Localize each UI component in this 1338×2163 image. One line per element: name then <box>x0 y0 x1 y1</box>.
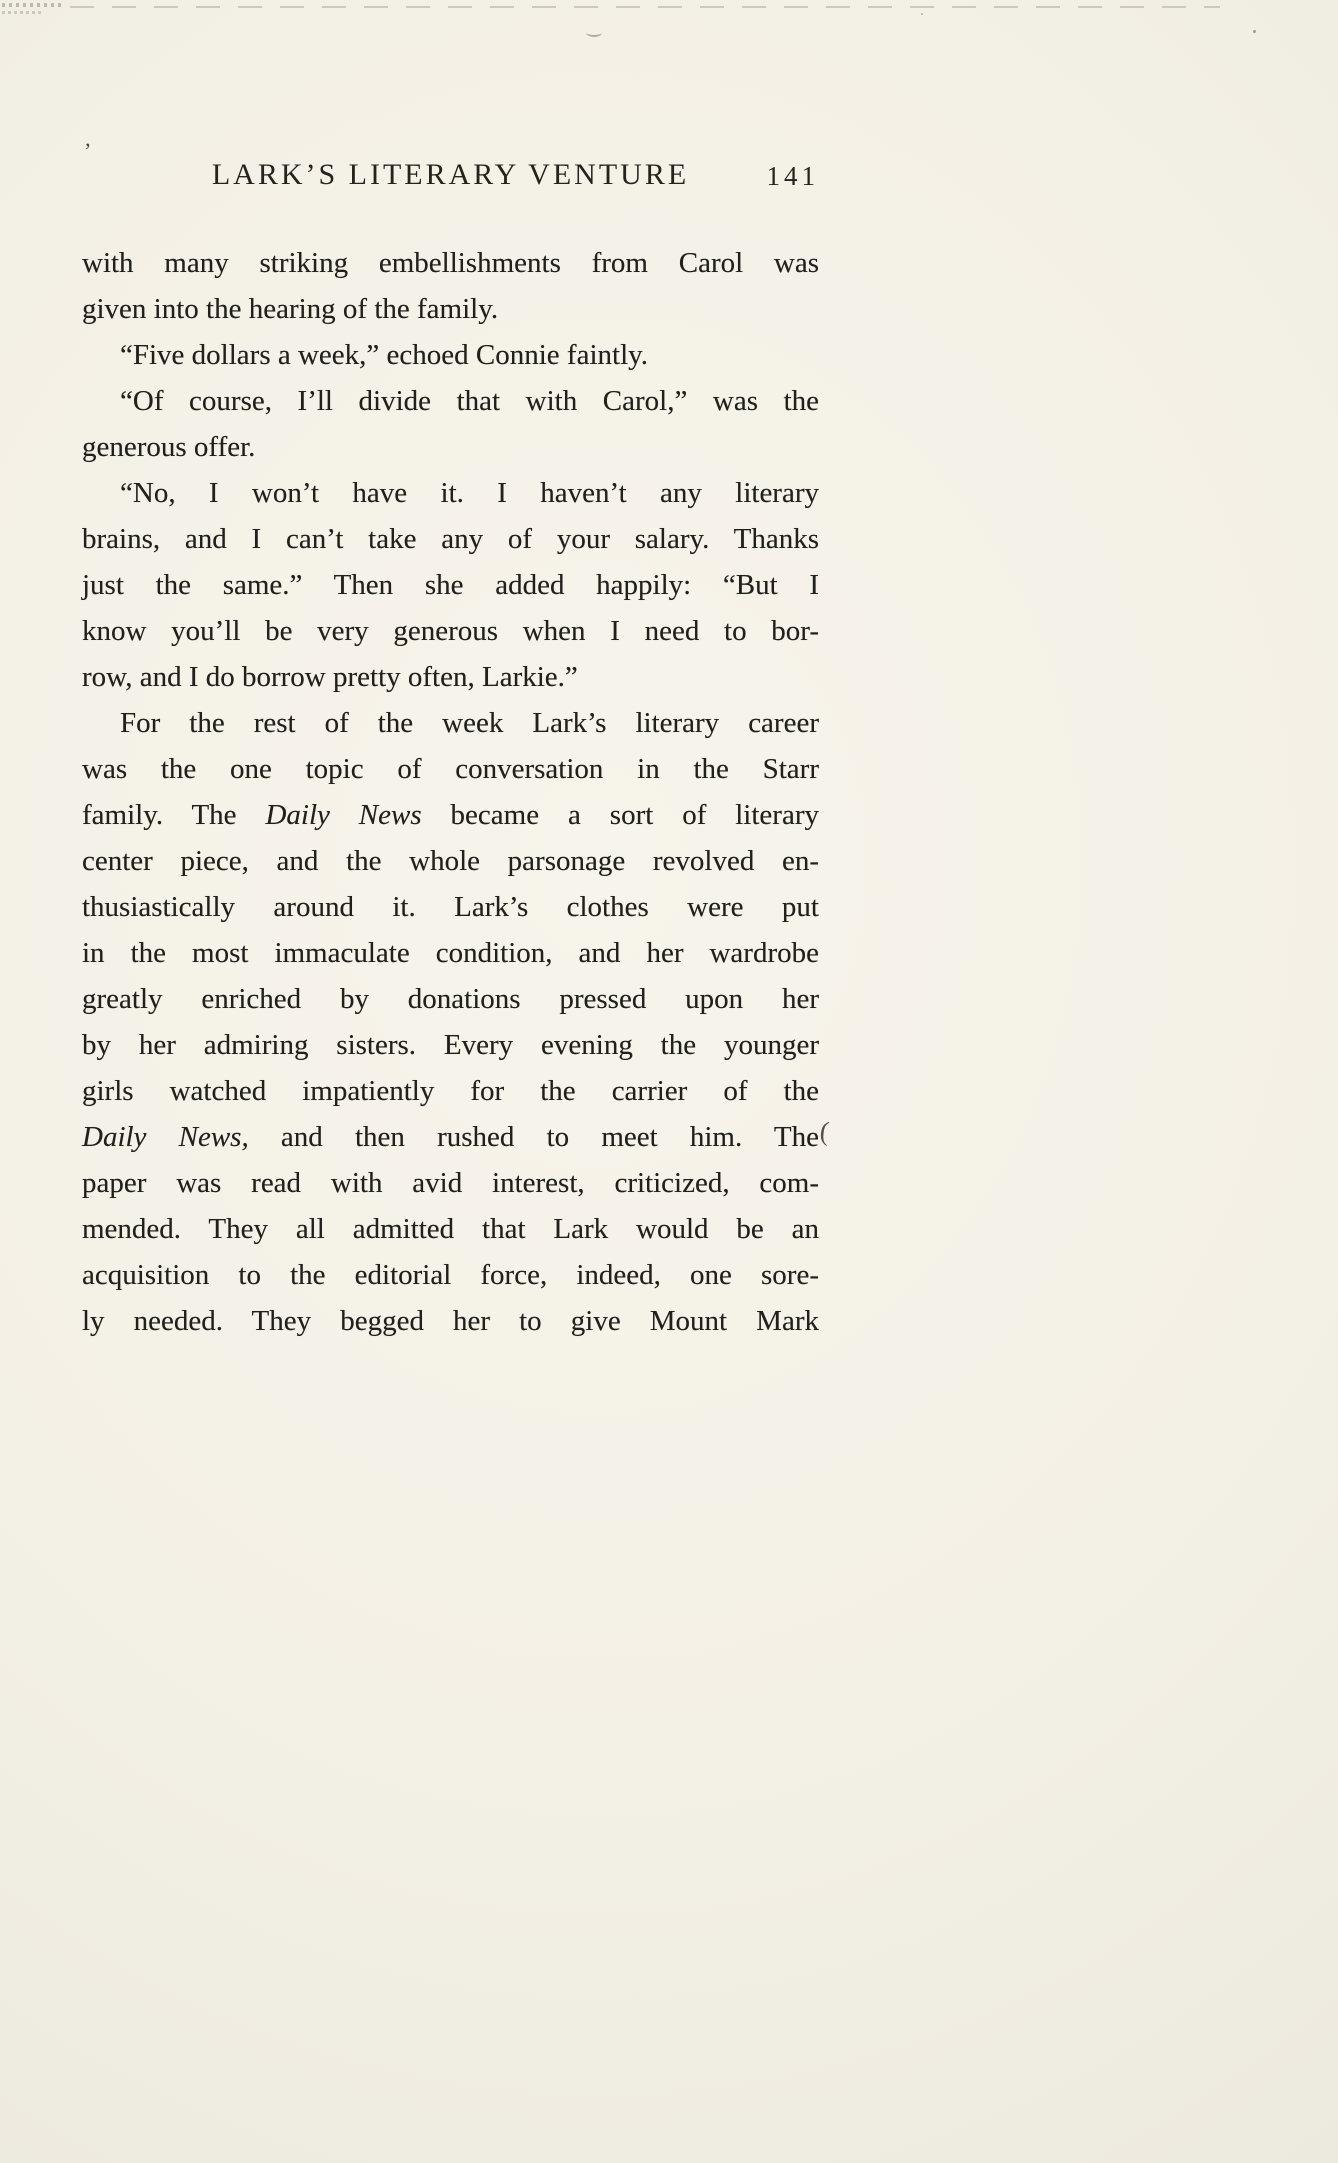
text-line: generous offer. <box>82 431 256 463</box>
text-line <box>82 792 819 838</box>
text-segment: acquisition to the editorial force, indeed, one sore- <box>82 1259 819 1291</box>
paragraph-3 <box>82 378 819 470</box>
paragraph-1 <box>82 240 819 332</box>
text-segment: became a sort of literary <box>421 799 819 831</box>
text-segment: was the one topic of conversation in the Starr <box>82 753 819 785</box>
text-line <box>82 976 819 1022</box>
page-content <box>82 158 819 1344</box>
text-segment: mended. They all admitted that Lark would be an <box>82 1213 819 1245</box>
scan-artifact <box>818 1116 830 1148</box>
text-line: know you’ll be very generous when I need to bor- <box>82 615 819 647</box>
scan-artifact <box>2 11 42 14</box>
body-text <box>82 240 819 1344</box>
text-segment: family. The <box>82 799 266 831</box>
running-header <box>82 158 819 196</box>
text-line <box>82 930 819 976</box>
text-line: brains, and I can’t take any of your salary. Thanks <box>82 523 819 555</box>
text-line: “Of course, I’ll divide that with Carol,” was the <box>120 385 819 417</box>
text-line <box>82 700 819 746</box>
text-line <box>82 838 819 884</box>
scan-artifact <box>586 28 602 37</box>
text-line <box>82 1068 819 1114</box>
paragraph-2 <box>82 332 819 378</box>
text-line <box>82 746 819 792</box>
text-line: given into the hearing of the family. <box>82 293 499 325</box>
text-line <box>82 1298 819 1344</box>
text-line: with many striking embellishments from Carol was <box>82 247 819 279</box>
text-line <box>82 1022 819 1068</box>
text-segment: girls watched impatiently for the carrier of the <box>82 1075 819 1107</box>
italic-segment: Daily News <box>265 799 422 831</box>
text-line <box>82 1252 819 1298</box>
scan-artifact <box>70 6 1220 8</box>
text-segment: and then rushed to meet him. The <box>248 1121 819 1153</box>
text-line <box>82 884 819 930</box>
text-segment: center piece, and the whole parsonage revolved en- <box>82 845 819 877</box>
text-line: “Five dollars a week,” echoed Connie faintly. <box>120 339 648 371</box>
text-line <box>82 1160 819 1206</box>
text-segment: greatly enriched by donations pressed upon her <box>82 983 819 1015</box>
text-segment: For the rest of the week Lark’s literary career <box>120 707 819 739</box>
scan-artifact <box>2 3 64 7</box>
text-segment: thusiastically around it. Lark’s clothes were put <box>82 891 819 923</box>
text-segment: ly needed. They begged her to give Mount Mark <box>82 1305 819 1337</box>
text-segment: paper was read with avid interest, criticized, com- <box>82 1167 819 1199</box>
paragraph-4 <box>82 470 819 700</box>
text-line: just the same.” Then she added happily: “But I <box>82 569 819 601</box>
running-header-title: LARK’S LITERARY VENTURE <box>211 158 690 191</box>
page-number: 141 <box>766 161 819 191</box>
scan-artifact <box>921 13 923 15</box>
text-line: “No, I won’t have it. I haven’t any literary <box>120 477 819 509</box>
italic-segment: Daily News, <box>82 1121 249 1153</box>
text-segment: in the most immaculate condition, and her wardrobe <box>82 937 819 969</box>
text-segment: by her admiring sisters. Every evening the younger <box>82 1029 819 1061</box>
paragraph-5 <box>82 700 819 1344</box>
text-line: row, and I do borrow pretty often, Larkie.” <box>82 661 578 693</box>
scan-artifact <box>1253 30 1256 33</box>
text-line <box>82 1114 819 1160</box>
text-line <box>82 1206 819 1252</box>
